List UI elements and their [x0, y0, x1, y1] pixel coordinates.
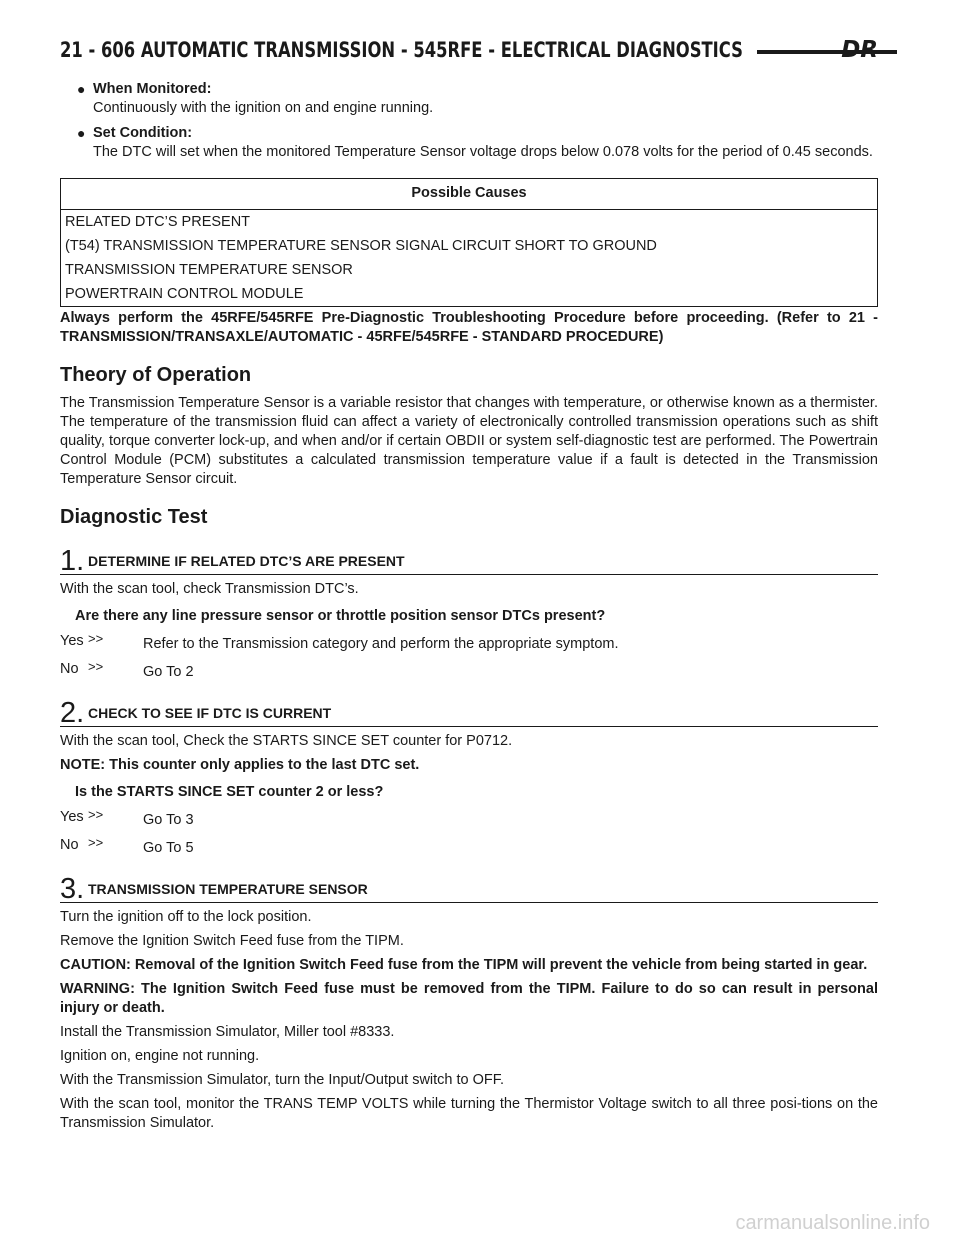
- step-line: With the scan tool, Check the STARTS SINCE SET counter for P0712.: [60, 733, 513, 749]
- bullet-text: The DTC will set when the monitored Temperature Sensor voltage drops below 0.078 volts for the period of 0.45 seconds.: [93, 144, 873, 160]
- answer-yes: [60, 808, 878, 830]
- step-line: Ignition on, engine not running.: [60, 1048, 260, 1064]
- page-content: [60, 80, 878, 1133]
- step-line: With the scan tool, check Transmission DTC’s.: [60, 581, 359, 597]
- step-title: CHECK TO SEE IF DTC IS CURRENT: [88, 705, 332, 721]
- step-question: Is the STARTS SINCE SET counter 2 or less?: [75, 784, 384, 800]
- answer-text: Go To 3: [143, 812, 194, 828]
- step-line: With the scan tool, monitor the TRANS TEMP VOLTS while turning the Thermistor Voltage switch to all three posi-tions on the Transmission Simulator.: [60, 1096, 878, 1131]
- header-title: 21 - 606 AUTOMATIC TRANSMISSION - 545RFE - ELECTRICAL DIAGNOSTICS: [60, 38, 743, 62]
- watermark: carmanualsonline.info: [735, 1212, 930, 1234]
- bullet-when-monitored: [60, 80, 878, 118]
- arrow-icon: >>: [88, 631, 104, 646]
- step-title: DETERMINE IF RELATED DTC’S ARE PRESENT: [88, 553, 405, 569]
- bullet-icon: ●: [77, 81, 86, 97]
- answer-label: No: [60, 837, 79, 853]
- header-logo: DR: [841, 37, 878, 63]
- arrow-icon: >>: [88, 659, 104, 674]
- arrow-icon: >>: [88, 807, 104, 822]
- step-line: Turn the ignition off to the lock position.: [60, 909, 312, 925]
- page-header: [60, 38, 880, 68]
- caution-note: CAUTION: Removal of the Ignition Switch Feed fuse from the TIPM will prevent the vehicle from being started in gear.: [60, 957, 868, 973]
- answer-no: [60, 836, 878, 858]
- answer-label: Yes: [60, 633, 84, 649]
- warning-note: WARNING: The Ignition Switch Feed fuse must be removed from the TIPM. Failure to do so can result in personal injury or death.: [60, 981, 878, 1016]
- step-number: 2.: [60, 697, 85, 729]
- step-line: Remove the Ignition Switch Feed fuse from the TIPM.: [60, 933, 404, 949]
- pre-diagnostic-note: Always perform the 45RFE/545RFE Pre-Diagnostic Troubleshooting Procedure before proceeding. (Refer to 21 - TRANSMISSION/TRANSAXLE/AUTOMATIC - 45RFE/545RFE - STANDARD PROCEDURE): [60, 310, 878, 345]
- step-number: 1.: [60, 545, 85, 577]
- bullet-text: Continuously with the ignition on and engine running.: [93, 100, 434, 116]
- step-question: Are there any line pressure sensor or throttle position sensor DTCs present?: [75, 608, 606, 624]
- step-2-header: [60, 696, 878, 727]
- answer-text: Go To 2: [143, 664, 194, 680]
- cause-item: RELATED DTC’S PRESENT: [65, 214, 251, 230]
- step-1-header: [60, 544, 878, 575]
- answer-no: [60, 660, 878, 682]
- bullet-set-condition: [60, 124, 878, 162]
- theory-heading: Theory of Operation: [60, 364, 252, 386]
- possible-causes-table: [60, 178, 878, 307]
- step-line: With the Transmission Simulator, turn the Input/Output switch to OFF.: [60, 1072, 505, 1088]
- diagnostic-heading: Diagnostic Test: [60, 506, 208, 528]
- bullet-icon: ●: [77, 125, 86, 141]
- cause-item: (T54) TRANSMISSION TEMPERATURE SENSOR SIGNAL CIRCUIT SHORT TO GROUND: [65, 238, 657, 254]
- answer-yes: [60, 632, 878, 654]
- bullet-label: When Monitored:: [93, 81, 212, 97]
- step-number: 3.: [60, 873, 85, 905]
- arrow-icon: >>: [88, 835, 104, 850]
- answer-label: No: [60, 661, 79, 677]
- step-title: TRANSMISSION TEMPERATURE SENSOR: [88, 881, 368, 897]
- step-3-header: [60, 872, 878, 903]
- answer-text: Refer to the Transmission category and perform the appropriate symptom.: [143, 636, 619, 652]
- step-line: Install the Transmission Simulator, Miller tool #8333.: [60, 1024, 395, 1040]
- cause-item: TRANSMISSION TEMPERATURE SENSOR: [65, 262, 353, 278]
- cause-item: POWERTRAIN CONTROL MODULE: [65, 286, 304, 302]
- step-note: NOTE: This counter only applies to the last DTC set.: [60, 757, 420, 773]
- bullet-label: Set Condition:: [93, 125, 193, 141]
- possible-causes-heading: Possible Causes: [61, 179, 877, 210]
- answer-text: Go To 5: [143, 840, 194, 856]
- answer-label: Yes: [60, 809, 84, 825]
- theory-text: The Transmission Temperature Sensor is a variable resistor that changes with temperature, or otherwise known as a thermister. The temperature of the transmission fluid can affect a variety of electronically controlled transmission operations such as shift quality, torque converter lock-up, and when and/or if certain OBDII or system self-diagnostic test are performed. The Powertrain Control Module (PCM) substitutes a calculated transmission temperature value if a fault is detected in the Transmission Temperature Sensor circuit.: [60, 395, 878, 487]
